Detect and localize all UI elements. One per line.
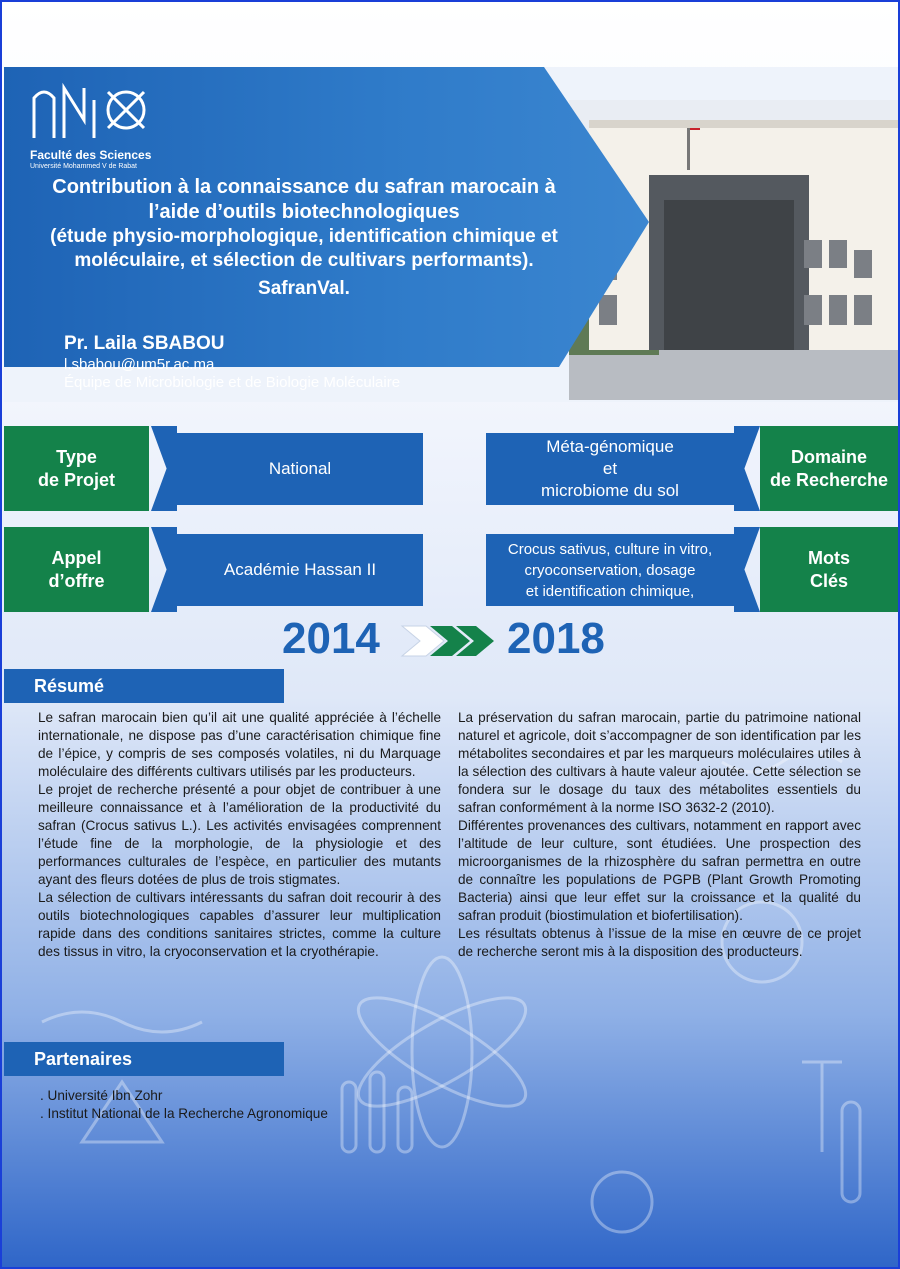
call-label-box	[4, 527, 149, 612]
domain-label-box	[760, 426, 898, 511]
resume-paragraph: Le safran marocain bien qu’il ait une qualité appréciée à l’échelle internationale, ne dispose pas d’une caractérisation chimique fine de l’épice, y compris de ses composés volatiles, ni du Marquage moléculaire des différents cultivars utilisés par les producteurs.	[38, 710, 441, 779]
call-label-line-2: d’offre	[48, 570, 105, 591]
domain-label-line-1: Domaine	[790, 446, 868, 467]
domain-label-line-2: de Recherche	[769, 469, 889, 490]
resume-paragraph: Le projet de recherche présenté a pour objet de contribuer à une meilleure connaissance et à l’amélioration de la productivité du safran (Crocus sativus L.). Les activités envisagées comprennent l’étude fine de la morphologie, de la physiologie et des performances culturales de l’espèce, en particulier des mutants ayant des fleurs dotées de plus de trois stigmates.	[38, 782, 441, 887]
domain-value-line-1: Méta-génomique	[546, 437, 674, 456]
university-emblem-icon	[30, 80, 148, 142]
keywords-label-line-2: Clés	[809, 570, 849, 591]
author-name: Pr. Laila SBABOU	[64, 333, 225, 354]
type-value: National	[268, 459, 332, 478]
resume-paragraph: La préservation du safran marocain, partie du patrimoine national naturel et agricole, doit s’accompagner de son identification par les métabolites secondaires et par les marqueurs moléculaires utiles à la sélection des cultivars à haute valeur ajoutée. Cette sélection se fondera sur le dosage du taux des métabolites essentiels du safran conformément à la norme ISO 3632-2 (2010).	[458, 710, 861, 815]
domain-value-box	[486, 433, 734, 505]
keywords-value-line-2: cryoconservation, dosage	[524, 561, 696, 579]
author-team: Équipe de Microbiologie et de Biologie Moléculaire	[64, 374, 401, 391]
domain-arrow-shape	[734, 426, 760, 511]
resume-paragraph: Différentes provenances des cultivars, notamment en rapport avec l’altitude de leur culture, sont étudiées. Une prospection des microorganismes de la rhizosphère du safran permettra en outre de connaître les populations de PGPB (Plant Growth Promoting Bacteria) ainsi que leur effet sur la croissance et la qualité du safran produit (biostimulation et biofertilisation).	[458, 818, 861, 923]
start-year: 2014	[282, 614, 380, 663]
keywords-label-line-1: Mots	[808, 547, 850, 568]
keywords-value-line-1: Crocus sativus, culture in vitro,	[507, 540, 713, 558]
type-label-box	[4, 426, 149, 511]
keywords-label-box	[760, 527, 898, 612]
keywords-value-box	[486, 534, 734, 606]
call-value-box	[177, 534, 423, 606]
keywords-arrow-shape	[734, 527, 760, 612]
title-line-1: Contribution à la connaissance du safran marocain à	[52, 176, 556, 198]
end-year: 2018	[507, 614, 605, 663]
author-block	[64, 333, 400, 391]
type-value-box	[177, 433, 423, 505]
call-arrow-shape	[151, 527, 177, 612]
project-acronym: SafranVal.	[258, 278, 350, 299]
resume-paragraph: Les résultats obtenus à l’issue de la mise en œuvre de ce projet de recherche seront mis à la disposition des producteurs.	[458, 926, 861, 959]
type-label-line-2: de Projet	[37, 469, 116, 490]
author-email[interactable]: l.sbabou@um5r.ac.ma	[64, 356, 215, 373]
project-title	[24, 175, 584, 301]
header	[4, 67, 900, 402]
keywords-value-line-3: et identification chimique,	[525, 582, 695, 600]
faculty-logo	[30, 80, 152, 170]
resume-heading-bar	[4, 669, 284, 703]
call-label-line-1: Appel	[51, 547, 102, 568]
domain-value-line-3: microbiome du sol	[541, 481, 679, 500]
double-chevron-arrow-icon	[400, 624, 496, 658]
partner-item: . Institut National de la Recherche Agronomique	[40, 1106, 328, 1121]
university-name: Université Mohammed V de Rabat	[30, 163, 137, 170]
title-line-2: l’aide d’outils biotechnologiques	[148, 201, 460, 223]
partner-item: . Université Ibn Zohr	[40, 1088, 163, 1103]
call-value: Académie Hassan II	[223, 560, 377, 579]
resume-paragraph: La sélection de cultivars intéressants du safran doit recourir à des outils biotechnologiques capables d’assurer leur multiplication rapide dans des conditions sanitaires strictes, comme la culture des tissus in vitro, la cryoconservation et la cryothérapie.	[38, 890, 441, 959]
domain-value-line-2: et	[602, 459, 618, 478]
partners-list	[40, 1087, 328, 1123]
resume-left-column	[38, 709, 441, 961]
partners-heading-bar	[4, 1042, 284, 1076]
subtitle-line-2: moléculaire, et sélection de cultivars performants).	[74, 250, 534, 271]
type-arrow-shape	[151, 426, 177, 511]
subtitle-line-1: (étude physio-morphologique, identification chimique et	[50, 226, 558, 247]
resume-right-column	[458, 709, 861, 961]
partners-heading: Partenaires	[34, 1048, 133, 1069]
type-label-line-1: Type	[56, 446, 97, 467]
resume-heading: Résumé	[34, 675, 105, 696]
faculty-name: Faculté des Sciences	[30, 148, 152, 162]
